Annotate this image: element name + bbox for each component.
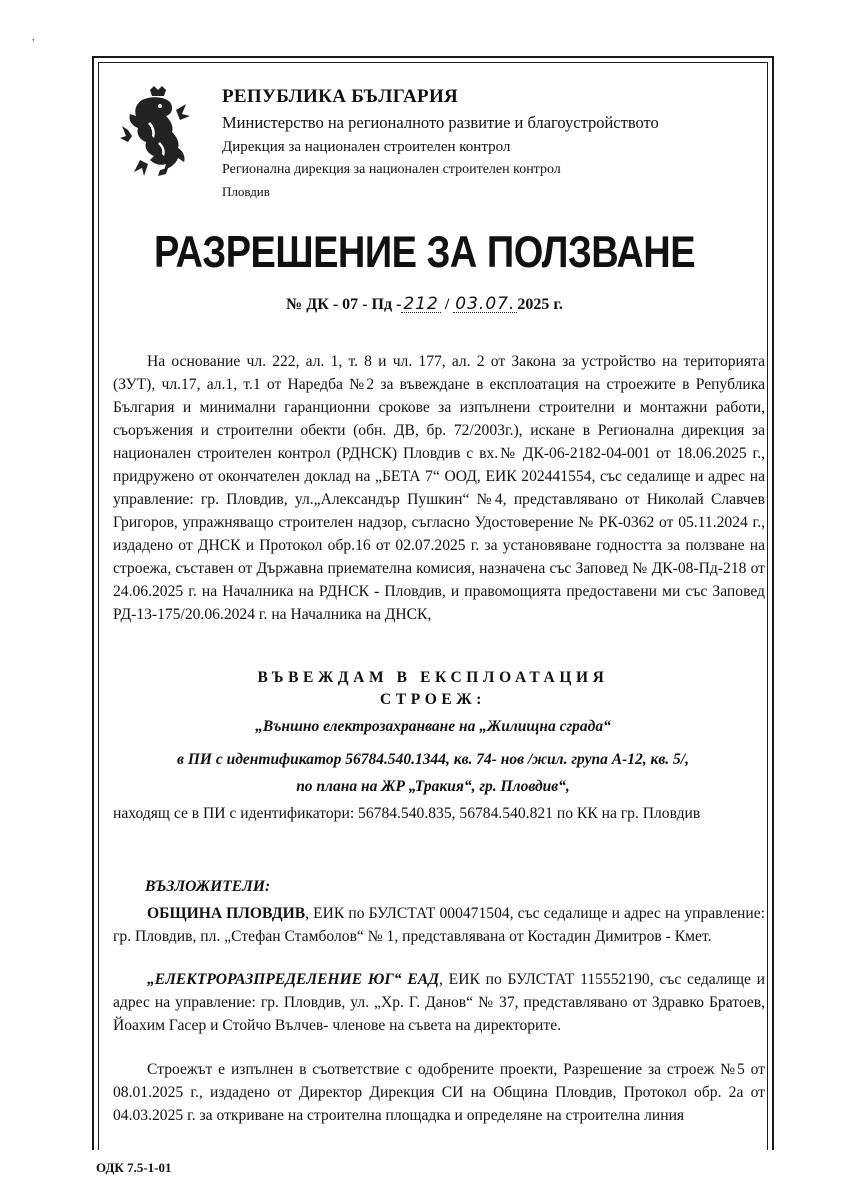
assignor-municipality xyxy=(113,902,765,948)
assignor-municipality-name: ОБЩИНА ПЛОВДИВ xyxy=(147,905,306,922)
header-country: РЕПУБЛИКА БЪЛГАРИЯ xyxy=(222,86,459,107)
assignors-heading: ВЪЗЛОЖИТЕЛИ: xyxy=(145,878,271,895)
construction-label: СТРОЕЖ: xyxy=(380,691,486,708)
object-title-line-3: по плана на ЖР „Тракия“, гр. Пловдив“, xyxy=(296,778,570,795)
assignor-energy-company xyxy=(113,968,765,1037)
final-paragraph: Строежът е изпълнен в съответствие с одобрените проекти, Разрешение за строеж №5 от 08.01.2025 г., издадено от Директор Дирекция СИ на Община Пловдив, Протокол обр. 2а от 04.03.2025 г. за откриване на строителна площадка и определяне на строителна линия xyxy=(113,1061,765,1124)
permit-number-prefix: № ДК - 07 - Пд - xyxy=(286,296,402,313)
header-city: Пловдив xyxy=(222,184,270,199)
header-ministry: Министерство на регионалното развитие и благоустройството xyxy=(222,113,659,132)
commission-statement: ВЪВЕЖДАМ В ЕКСПЛОАТАЦИЯ xyxy=(257,669,609,686)
object-title-line-1: „Външно електрозахранване на „Жилищна сграда“ xyxy=(255,718,611,735)
object-location: находящ се в ПИ с идентификатори: 56784.540.835, 56784.540.821 по КК на гр. Пловдив xyxy=(113,805,701,822)
form-code: ОДК 7.5-1-01 xyxy=(96,1160,172,1175)
scan-mark: , xyxy=(32,32,35,43)
coat-of-arms-lion-icon xyxy=(120,86,192,176)
document-title: РАЗРЕШЕНИЕ ЗА ПОЛЗВАНЕ xyxy=(153,228,696,278)
permit-number xyxy=(0,296,849,314)
handwritten-permit-no: 212 xyxy=(403,294,439,314)
handwritten-permit-date: 03.07. xyxy=(455,294,516,314)
header-regional-directorate: Регионална дирекция за национален строителен контрол xyxy=(222,162,561,177)
main-paragraph: На основание чл. 222, ал. 1, т. 8 и чл. 177, ал. 2 от Закона за устройство на територията (ЗУТ), чл.17, ал.1, т.1 от Наредба №2 за въвеждане в експлоатация на строежите в Република България и минимални гаранционни срокове за изпълнени строителни и монтажни работи, съоръжения и строителни обекти (обн. ДВ, бр. 72/2003г.), искане в Регионална дирекция за национален строителен контрол (РДНСК) Пловдив с вх.№ ДК-06-2182-04-001 от 18.06.2025 г., придружено от окончателен доклад на „БЕТА 7“ ООД, ЕИК 202441554, със седалище и адрес на управление: гр. Пловдив, ул.„Александър Пушкин“ №4, представлявано от Николай Славчев Григоров, упражняващо строителен надзор, съгласно Удостоверение № РК-0362 от 05.11.2024 г., издадено от ДНСК и Протокол обр.16 от 02.07.2025 г. за установяване годността за ползване на строежа, съставен от Държавна приемателна комисия, назначена със Заповед № ДК-08-Пд-218 от 24.06.2025 г. на Началника на РДНСК - Пловдив, и правомощията предоставени ми със Заповед РД-13-175/20.06.2024 г. на Началника на ДНСК, xyxy=(113,353,765,623)
assignor-energy-company-name: „ЕЛЕКТРОРАЗПРЕДЕЛЕНИЕ ЮГ“ ЕАД xyxy=(147,971,440,988)
assignor-energy-company-details: , ЕИК по БУЛСТАТ 115552190, със седалище и адрес на управление: гр. Пловдив, ул. „Хр. Г. Данов“ № 37, представлявано от Здравко Братоев, Йоахим Гасер и Стойчо Вълчев- членове на съвета на директорите. xyxy=(113,971,765,1034)
assignor-municipality-details: , ЕИК по БУЛСТАТ 000471504, със седалище и адрес на управление: гр. Пловдив, пл. „Стефан Стамболов“ № 1, представлявана от Костадин Димитров - Кмет. xyxy=(113,905,765,945)
document-header xyxy=(222,86,659,200)
permit-number-separator: / xyxy=(440,296,454,313)
header-directorate: Дирекция за национален строителен контрол xyxy=(222,139,511,155)
object-title-line-2: в ПИ с идентификатор 56784.540.1344, кв. 74- нов /жил. група А-12, кв. 5/, xyxy=(177,751,689,768)
permit-number-suffix: 2025 г. xyxy=(517,296,563,313)
